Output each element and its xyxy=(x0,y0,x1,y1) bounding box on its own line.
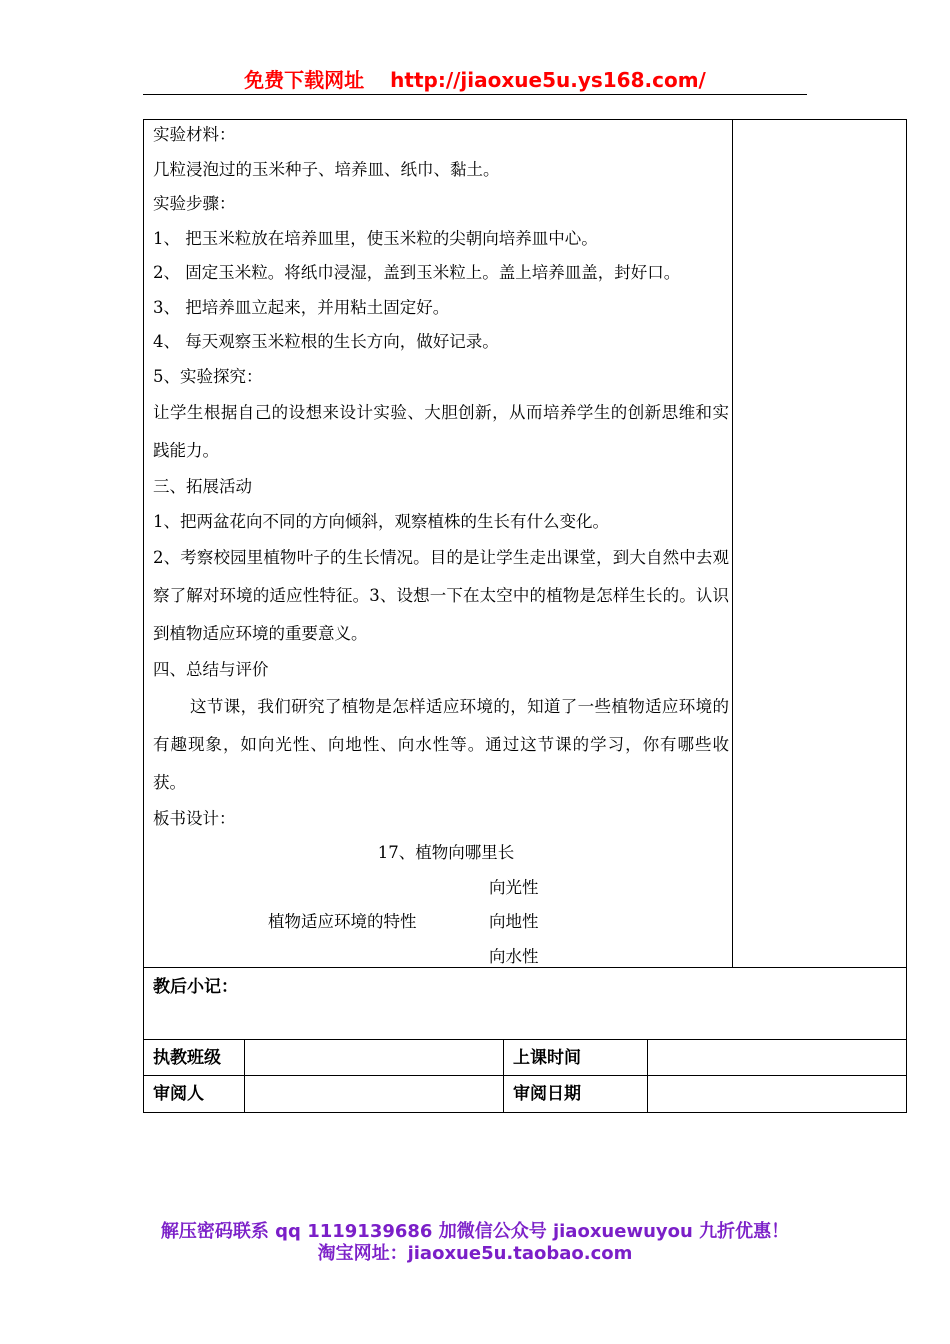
footer-line-2: 淘宝网址：jiaoxue5u.taobao.com xyxy=(317,1243,633,1264)
review-date-label: 审阅日期 xyxy=(513,1084,581,1104)
summary-text: 这节课，我们研究了植物是怎样适应环境的，知道了一些植物适应环境的有趣现象，如向光性、向地性、向水性等。通过这节课的学习，你有哪些收获。 xyxy=(153,696,729,792)
class-label: 执教班级 xyxy=(153,1048,221,1068)
explore-text: 让学生根据自己的设想来设计实验、大胆创新，从而培养学生的创新思维和实践能力。 xyxy=(153,403,729,460)
page-header xyxy=(0,64,950,93)
explore-title: 5、实验探究： xyxy=(153,366,263,386)
board-row xyxy=(153,940,729,975)
footer-line-1: 解压密码联系 qq 1119139686 加微信公众号 jiaoxuewuyou 九折优惠！ xyxy=(160,1221,790,1242)
board-heading: 17、植物向哪里长 xyxy=(377,843,515,862)
board-item: 向水性 xyxy=(489,946,539,966)
reviewer-label: 审阅人 xyxy=(153,1084,204,1104)
step-item: 3、 把培养皿立起来，并用粘土固定好。 xyxy=(153,297,450,317)
summary-title: 四、总结与评价 xyxy=(153,660,269,679)
board-row xyxy=(153,905,729,940)
materials-title: 实验材料： xyxy=(153,125,236,144)
board-row xyxy=(153,871,729,906)
table-divider-notes xyxy=(143,1039,907,1040)
time-label: 上课时间 xyxy=(513,1048,581,1068)
extension-item-2: 2、考察校园里植物叶子的生长情况。目的是让学生走出课堂，到大自然中去观察了解对环境的适应性特征。3、设想一下在太空中的植物是怎样生长的。认识到植物适应环境的重要意义。 xyxy=(153,548,729,643)
table-right-column-divider xyxy=(732,119,733,968)
step-item: 2、 固定玉米粒。将纸巾浸湿，盖到玉米粒上。盖上培养皿盖，封好口。 xyxy=(153,263,681,282)
board-title: 板书设计： xyxy=(153,808,236,828)
table-col-divider-2 xyxy=(503,1039,504,1113)
board-item: 向光性 xyxy=(489,877,539,897)
table-col-divider-1 xyxy=(244,1039,245,1113)
header-title: 免费下载网址 xyxy=(244,68,365,92)
board-item: 向地性 xyxy=(489,912,539,931)
extension-item-1: 1、把两盆花向不同的方向倾斜，观察植株的生长有什么变化。 xyxy=(153,511,609,531)
table-divider-class xyxy=(143,1075,907,1076)
step-item: 4、 每天观察玉米粒根的生长方向，做好记录。 xyxy=(153,332,499,351)
notes-label: 教后小记： xyxy=(153,977,238,997)
header-url[interactable]: http://jiaoxue5u.ys168.com/ xyxy=(390,68,706,92)
step-item: 1、 把玉米粒放在培养皿里，使玉米粒的尖朝向培养皿中心。 xyxy=(153,228,598,248)
header-divider xyxy=(143,94,807,95)
steps-title: 实验步骤： xyxy=(153,194,236,213)
materials-text: 几粒浸泡过的玉米种子、培养皿、纸巾、黏土。 xyxy=(153,159,500,179)
extension-title: 三、拓展活动 xyxy=(153,477,252,496)
board-left-label: 植物适应环境的特性 xyxy=(268,912,417,931)
table-col-divider-3 xyxy=(647,1039,648,1113)
lesson-content xyxy=(153,118,729,974)
